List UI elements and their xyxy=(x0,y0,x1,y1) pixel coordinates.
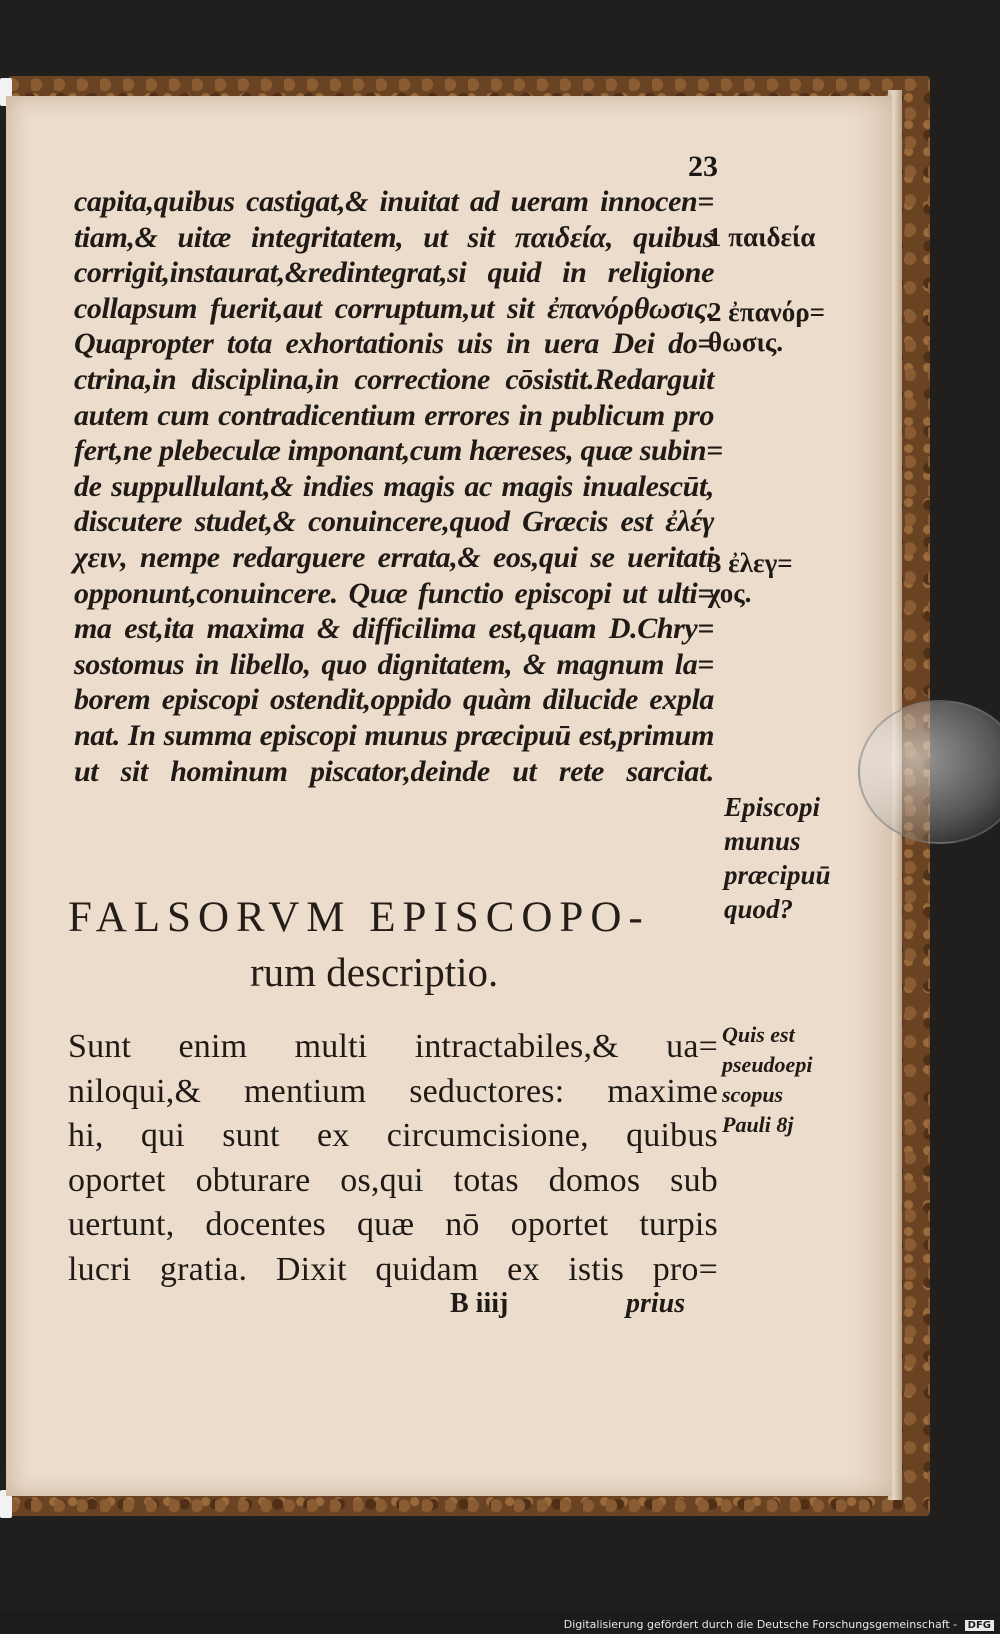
margin-note-line: Pauli 8j xyxy=(722,1112,794,1137)
margin-note-5 xyxy=(722,1020,812,1140)
margin-note-line: θωσις. xyxy=(708,327,784,357)
digitization-credit xyxy=(564,1618,994,1631)
text-line: borem episcopi ostendit,oppido quàm dilucide expla xyxy=(74,683,714,717)
scripture-quote-block xyxy=(68,1025,718,1292)
margin-note-line: χος. xyxy=(708,578,752,608)
text-line: sostomus in libello, quo dignitatem, & magnum la= xyxy=(74,647,714,681)
signature-mark: B iiij xyxy=(450,1288,509,1319)
margin-note-line: Episcopi xyxy=(724,792,821,822)
text-line: collapsum fuerit,aut corruptum,ut sit ἐπανόρθωσις. xyxy=(74,291,714,325)
text-line: discutere studet,& conuincere,quod Græcis est ἐλέγ xyxy=(74,505,714,539)
quote-line: uertunt, docentes quæ nō oportet turpis xyxy=(68,1206,718,1243)
text-line: autem cum contradicentium errores in publicum pro xyxy=(74,398,714,432)
margin-note-line: Quis est xyxy=(722,1022,795,1047)
margin-note-line: munus xyxy=(724,826,801,856)
text-line: ma est,ita maxima & difficilima est,quam D.Chry= xyxy=(74,612,714,646)
section-heading-continuation: rum descriptio. xyxy=(250,949,499,995)
dfg-logo: DFG xyxy=(965,1620,994,1631)
text-line: χειν, nempe redarguere errata,& eos,qui se ueritati xyxy=(74,540,714,574)
margin-note-line: scopus xyxy=(722,1082,784,1107)
margin-note-line: quod? xyxy=(724,894,794,924)
quote-line: lucri gratia. Dixit quidam ex istis pro= xyxy=(68,1250,718,1288)
text-line: corrigit,instaurat,&redintegrat,si quid in religione xyxy=(74,256,714,290)
text-line: tiam,& uitæ integritatem, ut sit παιδεία, quibus xyxy=(74,220,714,254)
margin-note-4 xyxy=(724,790,831,926)
text-line: nat. In summa episcopi munus præcipuū est,primum xyxy=(74,718,714,752)
margin-note-line: 3 ἐλεγ= xyxy=(708,548,793,578)
text-line: ctrina,in disciplina,in correctione cōsistit.Redarguit xyxy=(74,362,714,396)
text-line: fert,ne plebeculæ imponant,cum hæreses, quæ subin= xyxy=(74,434,723,468)
text-line: de suppullulant,& indies magis ac magis inualescūt, xyxy=(74,469,714,503)
text-line: capita,quibus castigat,& inuitat ad ueram innocen= xyxy=(74,185,714,218)
main-text-block xyxy=(74,184,723,789)
text-line: ut sit hominum piscator,deinde ut rete sarciat. xyxy=(74,754,714,788)
text-line: opponunt,conuincere. Quæ functio episcopi ut ulti= xyxy=(74,576,714,610)
margin-note-line: 2 ἐπανόρ= xyxy=(708,297,826,327)
catchword: prius xyxy=(626,1288,686,1319)
text-line: Quapropter tota exhortationis uis in uera Dei do= xyxy=(74,327,714,361)
margin-note-line: pseudoepi xyxy=(722,1052,813,1077)
quote-line: Sunt enim multi intractabiles,& ua= xyxy=(68,1028,718,1065)
margin-note-1: 1 παιδεία xyxy=(708,222,816,252)
margin-note-3 xyxy=(708,548,793,608)
credit-text: Digitalisierung gefördert durch die Deutsche Forschungsgemeinschaft - xyxy=(563,1618,958,1631)
margin-note-line: præcipuū xyxy=(724,860,831,890)
quote-line: hi, qui sunt ex circumcisione, quibus xyxy=(68,1117,718,1154)
quote-line: oportet obturare os,qui totas domos sub xyxy=(68,1161,718,1199)
quote-line: niloqui,& mentium seductores: maxime xyxy=(68,1072,718,1110)
section-heading: FALSORVM EPISCOPO- xyxy=(68,894,650,941)
page-number: 23 xyxy=(688,150,718,183)
margin-note-2 xyxy=(708,297,825,357)
